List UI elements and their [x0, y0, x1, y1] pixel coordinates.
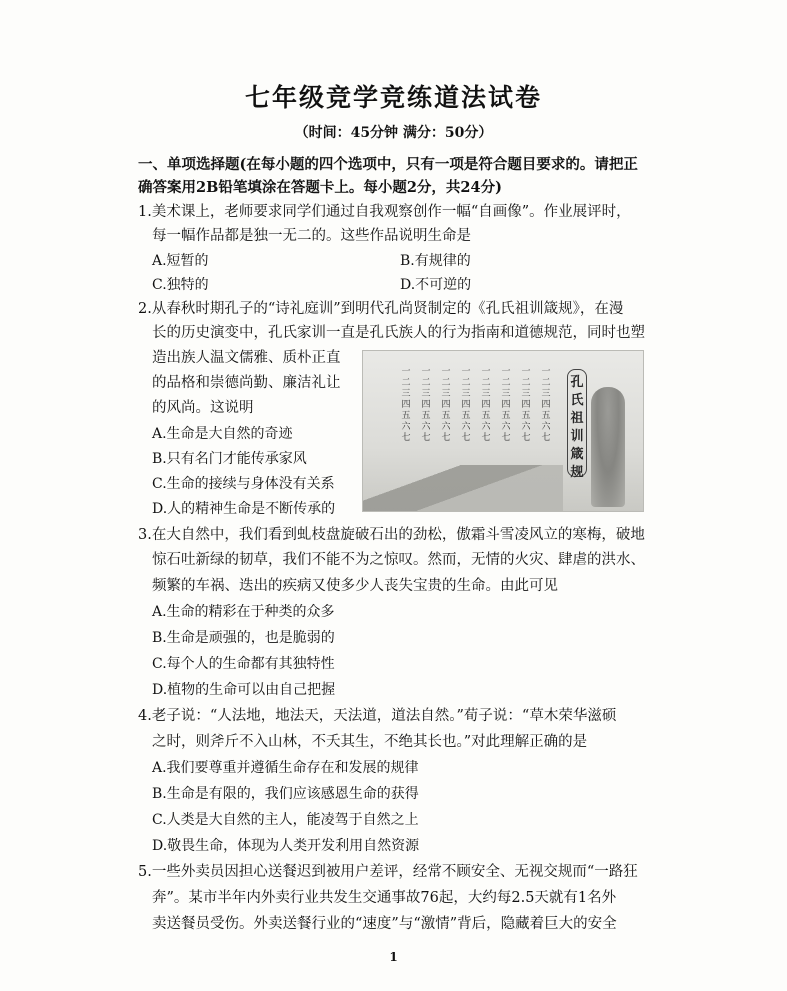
q4-option-c: C.人类是大自然的主人，能凌驾于自然之上: [152, 812, 419, 828]
q3-option-a: A.生命的精彩在于种类的众多: [152, 604, 335, 620]
mountain-shape: [363, 465, 563, 511]
section-heading-line-2: 确答案用2B铅笔填涂在答题卡上。每小题2分，共24分): [138, 179, 502, 196]
q2-line-5: 的风尚。这说明: [152, 400, 254, 416]
q1-option-b: B.有规律的: [400, 253, 471, 269]
q1-option-c: C.独特的: [152, 277, 209, 293]
illustration-text-column: 一二三四五六七: [501, 367, 511, 443]
q3-option-c: C.每个人的生命都有其独特性: [152, 656, 335, 672]
q1-option-a: A.短暂的: [152, 253, 209, 269]
confucius-figure: [591, 387, 625, 507]
q5-line-1: 5.一些外卖员因担心送餐迟到被用户差评，经常不顾安全、无视交规而“一路狂: [138, 864, 638, 880]
exam-title: 七年级竞学竞练道法试卷: [244, 83, 542, 112]
q4-option-d: D.敬畏生命，体现为人类开发利用自然资源: [152, 838, 420, 854]
q4-line-2: 之时，则斧斤不入山林，不夭其生，不绝其长也。”对此理解正确的是: [152, 734, 588, 750]
q2-line-4: 的品格和崇德尚勤、廉洁礼让: [152, 375, 341, 391]
q2-option-b: B.只有名门才能传承家风: [152, 451, 307, 467]
q5-line-3: 卖送餐员受伤。外卖送餐行业的“速度”与“激情”背后，隐藏着巨大的安全: [152, 916, 617, 932]
q2-option-c: C.生命的接续与身体没有关系: [152, 476, 335, 492]
page-number: 1: [389, 950, 398, 964]
q1-option-d: D.不可逆的: [400, 277, 472, 293]
illustration-text-column: 一二三四五六七: [441, 367, 451, 443]
section-heading-line-1: 一、单项选择题(在每小题的四个选项中，只有一项是符合题目要求的。请把正: [138, 156, 638, 173]
q4-line-1: 4.老子说：“人法地，地法天，天法道，道法自然。”荀子说：“草木荣华滋硕: [138, 708, 617, 724]
q1-line-2: 每一幅作品都是独一无二的。这些作品说明生命是: [152, 228, 471, 244]
q2-line-1: 2.从春秋时期孔子的“诗礼庭训”到明代孔尚贤制定的《孔氏祖训箴规》，在漫: [138, 301, 624, 317]
q3-line-1: 3.在大自然中，我们看到虬枝盘旋破石出的劲松，傲霜斗雪凌风立的寒梅，破地: [138, 527, 645, 543]
illustration-text-column: 一二三四五六七: [401, 367, 411, 443]
q3-line-3: 频繁的车祸、迭出的疾病又使多少人丧失宝贵的生命。由此可见: [152, 578, 558, 594]
q3-line-2: 惊石吐新绿的韧草，我们不能不为之惊叹。然而，无情的火灾、肆虐的洪水、: [152, 552, 645, 568]
q2-line-3: 造出族人温文儒雅、质朴正直: [152, 350, 341, 366]
illustration-text-column: 一二三四五六七: [461, 367, 471, 443]
q4-option-b: B.生命是有限的，我们应该感恩生命的获得: [152, 786, 419, 802]
family-motto-illustration: [362, 350, 644, 512]
q4-option-a: A.我们要尊重并遵循生命存在和发展的规律: [152, 760, 419, 776]
q3-option-d: D.植物的生命可以由自己把握: [152, 682, 336, 698]
illustration-title: 孔氏祖训箴规: [567, 369, 587, 477]
illustration-text-column: 一二三四五六七: [541, 367, 551, 443]
q2-option-a: A.生命是大自然的奇迹: [152, 426, 293, 442]
illustration-text-column: 一二三四五六七: [481, 367, 491, 443]
q1-line-1: 1.美术课上，老师要求同学们通过自我观察创作一幅“自画像”。作业展评时，: [138, 204, 631, 220]
q3-option-b: B.生命是顽强的，也是脆弱的: [152, 630, 335, 646]
illustration-text-column: 一二三四五六七: [421, 367, 431, 443]
illustration-text-column: 一二三四五六七: [521, 367, 531, 443]
q2-option-d: D.人的精神生命是不断传承的: [152, 501, 336, 517]
q5-line-2: 奔”。某市半年内外卖行业共发生交通事故76起，大约每2.5天就有1名外: [152, 890, 617, 906]
q2-line-2: 长的历史演变中，孔氏家训一直是孔氏族人的行为指南和道德规范，同时也塑: [152, 325, 645, 341]
exam-subtitle: （时间：45分钟 满分：50分）: [294, 125, 493, 141]
